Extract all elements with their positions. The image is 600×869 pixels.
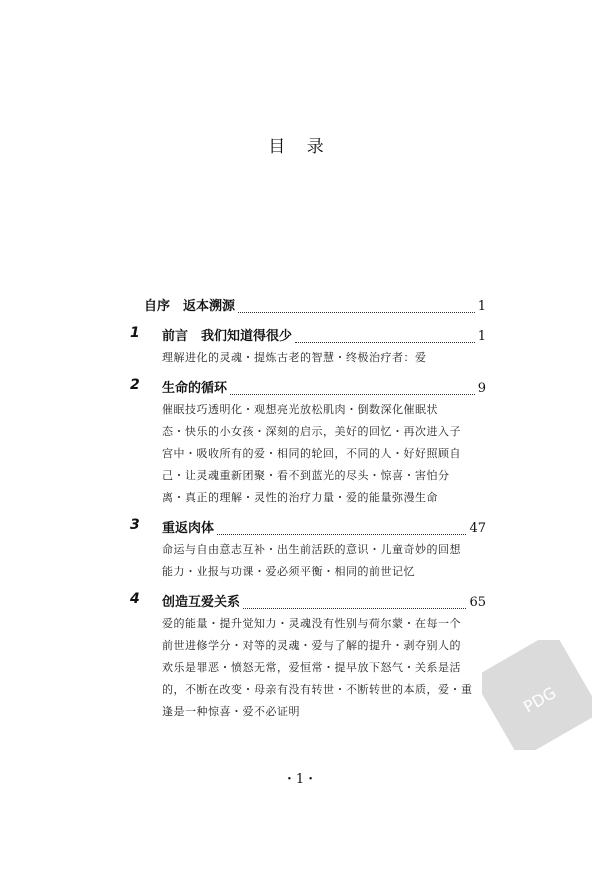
dot-leader <box>243 607 466 609</box>
dot-leader <box>230 393 475 395</box>
subtopic-line: 宫中・吸收所有的爱・相同的轮回，不同的人・好好照顾自 <box>162 447 461 460</box>
toc-entry[interactable] <box>134 295 486 317</box>
chapter-number: 3 <box>130 517 140 533</box>
page-number: 1 <box>477 299 486 314</box>
subtopic-line: 态・快乐的小女孩・深刻的启示，美好的回忆・再次进入子 <box>162 425 461 438</box>
chapter-title: 重返肉体 <box>162 521 215 536</box>
toc-entry[interactable] <box>130 591 486 613</box>
chapter-title: 前言 我们知道得很少 <box>162 329 293 344</box>
page-number: 1 <box>477 329 486 344</box>
chapter-title: 创造互爱关系 <box>162 595 241 610</box>
toc-entry[interactable] <box>130 377 486 399</box>
subtopic-line: 离・真正的理解・灵性的治疗力量・爱的能量弥漫生命 <box>162 491 438 504</box>
dot-leader <box>217 533 466 535</box>
chapter-number: 4 <box>130 591 140 607</box>
chapter-subtopics <box>134 613 486 723</box>
subtopic-line: 催眠技巧透明化・观想亮光放松肌肉・倒数深化催眠状 <box>162 403 438 416</box>
page-number-footer: ・1・ <box>282 772 318 787</box>
subtopic-line: 爱的能量・提升觉知力・灵魂没有性别与荷尔蒙・在每一个 <box>162 617 461 630</box>
subtopic-line: 的，不断在改变・母亲有没有转世・不断转世的本质，爱・重 <box>162 683 473 696</box>
chapter-subtopics <box>134 399 486 509</box>
subtopic-line: 能力・业报与功课・爱必须平衡・相同的前世记忆 <box>162 565 415 578</box>
page-number: 65 <box>469 595 486 610</box>
subtopic-line: 己・让灵魂重新团聚・看不到蓝光的尽头・惊喜・害怕分 <box>162 469 450 482</box>
toc-entry[interactable] <box>130 325 486 347</box>
watermark-stamp <box>482 640 592 750</box>
subtopic-line: 前世进修学分・对等的灵魂・爱与了解的提升・剥夺别人的 <box>162 639 461 652</box>
chapter-subtopics <box>134 539 486 583</box>
table-of-contents <box>130 295 486 731</box>
subtopic-line: 理解进化的灵魂・提炼古老的智慧・终极治疗者：爱 <box>162 351 427 364</box>
dot-leader <box>238 311 475 313</box>
toc-entry[interactable] <box>130 517 486 539</box>
page-number: 47 <box>469 521 486 536</box>
chapter-title: 自序 返本溯源 <box>144 299 236 314</box>
chapter-number: 1 <box>130 325 140 341</box>
page-number: 9 <box>477 381 486 396</box>
chapter-subtopics <box>134 347 486 369</box>
page-title: 目 录 <box>268 137 332 157</box>
watermark-text: PDG <box>520 682 560 717</box>
subtopic-line: 命运与自由意志互补・出生前活跃的意识・儿童奇妙的回想 <box>162 543 461 556</box>
chapter-number: 2 <box>130 377 140 393</box>
subtopic-line: 逢是一种惊喜・爱不必证明 <box>162 705 300 718</box>
dot-leader <box>295 341 475 343</box>
chapter-title: 生命的循环 <box>162 381 228 396</box>
subtopic-line: 欢乐是罪恶・愤怒无常，爱恒常・提早放下怒气・关系是活 <box>162 661 461 674</box>
